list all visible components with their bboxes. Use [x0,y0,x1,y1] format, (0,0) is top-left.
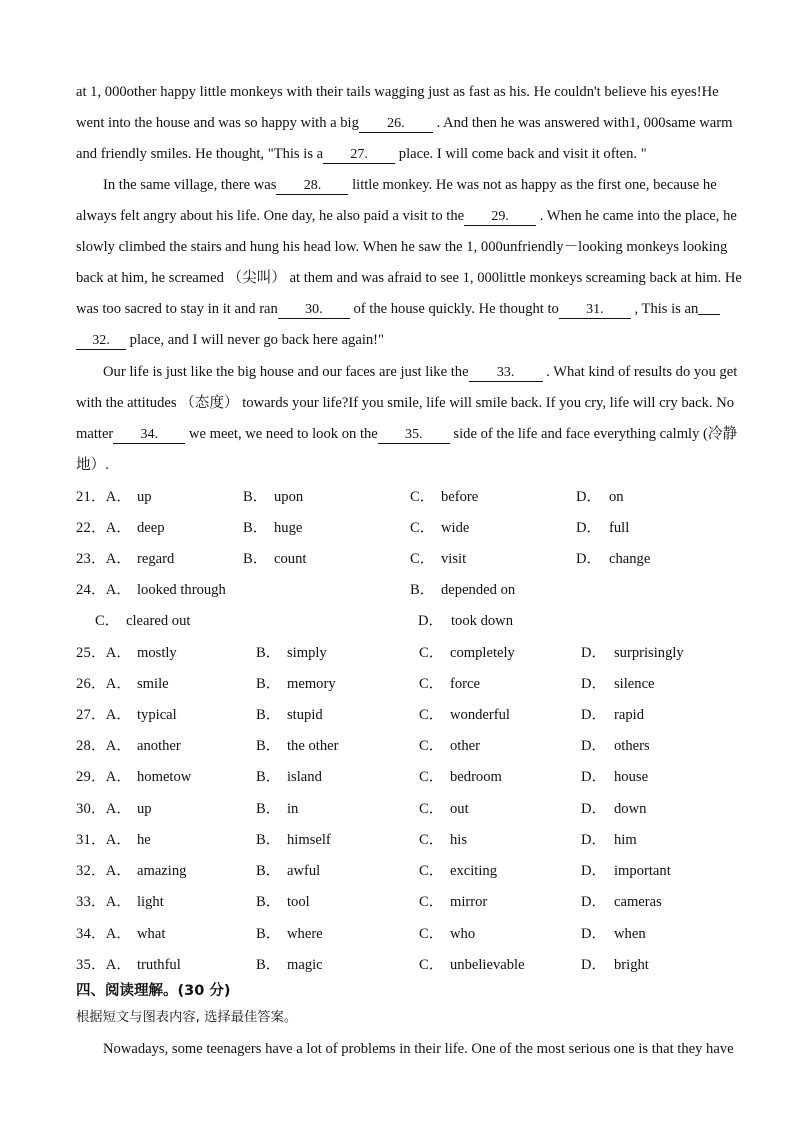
option-d[interactable]: D． full [576,520,630,536]
question-number: 27．A． [76,707,131,723]
option-c[interactable]: C． his [419,832,468,848]
option-c[interactable]: C． exciting [419,863,498,879]
option-c[interactable]: C． bedroom [419,769,502,785]
option-c[interactable]: C． who [419,926,476,942]
option-b[interactable]: B． memory [256,676,336,692]
question-number: 26．A． [76,676,131,692]
section-instruction: 根据短文与图表内容, 选择最佳答案。 [76,1010,298,1025]
question-number: 33．A． [76,894,131,910]
question-35 [76,955,756,975]
option-d[interactable]: D． silence [581,676,655,692]
question-30 [76,799,756,819]
question-number: 30．A． [76,801,131,817]
question-24-row-2 [76,611,756,631]
option-a[interactable]: up [137,489,152,505]
question-27 [76,705,756,725]
question-28 [76,736,756,756]
question-25 [76,643,756,663]
option-a[interactable]: hometow [137,769,192,785]
option-c[interactable]: C． before [410,489,479,505]
option-a[interactable]: deep [137,520,165,536]
passage-line-6: slowly climbed the stairs and hung his head low. When he saw the 1, 000unfriendly－looking monkeys looking [76,239,728,255]
question-number: 25．A． [76,645,131,661]
blank-28[interactable]: 28. [276,177,348,195]
question-number: 21．A． [76,489,131,505]
question-number: 28．A． [76,738,131,754]
option-c[interactable]: C． wide [410,520,470,536]
option-c[interactable]: C． unbelievable [419,957,525,973]
passage-line-13: 地）. [76,457,109,473]
question-26 [76,674,756,694]
option-b[interactable]: B． the other [256,738,339,754]
option-a[interactable]: looked through [137,582,226,598]
question-32 [76,861,756,881]
option-d[interactable]: D． took down [418,613,514,629]
option-d[interactable]: D． on [576,489,624,505]
blank-34[interactable]: 34. [113,426,185,444]
option-a[interactable]: amazing [137,863,187,879]
option-b[interactable]: B． tool [256,894,310,910]
option-c[interactable]: C． wonderful [419,707,510,723]
passage-line-10: Our life is just like the big house and our faces are just like the 33. . What kind of results do you get [103,364,738,380]
passage-line-9: 32. place, and I will never go back here again!" [76,330,756,350]
question-number: 24．A． [76,582,131,598]
question-29 [76,767,756,787]
option-c[interactable]: C． other [419,738,480,754]
blank-31[interactable]: 31. [559,301,631,319]
blank-32[interactable]: 32. [76,332,126,350]
option-d[interactable]: D． bright [581,957,649,973]
option-d[interactable]: D． down [581,801,647,817]
blank-30[interactable]: 30. [278,301,350,319]
option-b[interactable]: B． himself [256,832,331,848]
question-31 [76,830,756,850]
question-23 [76,549,756,569]
option-d[interactable]: D． rapid [581,707,644,723]
passage-line-1: at 1, 000other happy little monkeys with their tails wagging just as fast as his. He couldn't believe his eyes!He [76,84,719,100]
option-d[interactable]: D． him [581,832,637,848]
option-b[interactable]: B． awful [256,863,321,879]
question-33 [76,892,756,912]
blank-26[interactable]: 26. [359,115,433,133]
reading-passage-line-1: Nowadays, some teenagers have a lot of problems in their life. One of the most serious one is that they have [103,1041,734,1057]
option-a[interactable]: he [137,832,151,848]
question-number: 31．A． [76,832,131,848]
question-34 [76,924,756,944]
option-c[interactable]: C． completely [419,645,515,661]
passage-line-11: with the attitudes （态度） towards your life?If you smile, life will smile back. If you cry, life will cry back. No [76,395,735,411]
blank-32-lead [698,300,720,315]
section-title: 四、阅读理解。(30 分) [76,983,231,999]
option-a[interactable]: another [137,738,181,754]
option-a[interactable]: mostly [137,645,177,661]
question-21 [76,487,756,507]
passage-line-8: was too sacred to stay in it and ran 30. of the house quickly. He thought to 31. , This is an [76,299,756,319]
option-b[interactable]: B． depended on [410,582,516,598]
option-a[interactable]: regard [137,551,175,567]
option-d[interactable]: D． when [581,926,646,942]
option-c[interactable]: C． out [419,801,469,817]
blank-33[interactable]: 33. [469,364,543,382]
option-b[interactable]: B． simply [256,645,327,661]
question-22 [76,518,756,538]
option-d[interactable]: D． change [576,551,651,567]
option-b[interactable]: B． in [256,801,299,817]
blank-29[interactable]: 29. [464,208,536,226]
option-c[interactable]: C． mirror [419,894,488,910]
question-number: 35．A． [76,957,131,973]
blank-27[interactable]: 27. [323,146,395,164]
blank-35[interactable]: 35. [378,426,450,444]
passage-line-5: always felt angry about his life. One day, he also paid a visit to the 29. . When he came into the place, he [76,208,737,224]
option-a[interactable]: what [137,926,166,942]
option-b[interactable]: B． where [256,926,323,942]
passage-line-2: went into the house and was so happy with a big 26. . And then he was answered with1, 000same warm [76,115,733,131]
option-a[interactable]: typical [137,707,177,723]
question-number: 29．A． [76,769,131,785]
option-b[interactable]: B． island [256,769,322,785]
option-d[interactable]: D． surprisingly [581,645,684,661]
option-a[interactable]: light [137,894,164,910]
option-b[interactable]: B． upon [243,489,304,505]
option-b[interactable]: B． magic [256,957,323,973]
option-c[interactable]: C． force [419,676,480,692]
option-d[interactable]: D． cameras [581,894,662,910]
option-a[interactable]: truthful [137,957,181,973]
option-b[interactable]: B． stupid [256,707,323,723]
question-number: 22．A． [76,520,131,536]
passage-line-7: back at him, he screamed （尖叫） at them and was afraid to see 1, 000little monkeys screaming back at him. He [76,270,742,286]
passage-line-12: matter 34. we meet, we need to look on the 35. side of the life and face everything calmly (冷静 [76,426,738,442]
option-c[interactable]: C． cleared out [95,613,191,629]
option-a[interactable]: up [137,801,152,817]
passage-line-3: and friendly smiles. He thought, "This is a 27. place. I will come back and visit it often. " [76,146,647,162]
option-d[interactable]: D． others [581,738,650,754]
option-c[interactable]: C． visit [410,551,467,567]
question-number: 23．A． [76,551,131,567]
option-a[interactable]: smile [137,676,169,692]
question-number: 32．A． [76,863,131,879]
passage-line-4: In the same village, there was 28. little monkey. He was not as happy as the first one, because he [103,177,717,193]
question-24 [76,580,756,600]
option-d[interactable]: D． important [581,863,671,879]
option-d[interactable]: D． house [581,769,649,785]
option-b[interactable]: B． huge [243,520,303,536]
question-number: 34．A． [76,926,131,942]
option-b[interactable]: B． count [243,551,307,567]
